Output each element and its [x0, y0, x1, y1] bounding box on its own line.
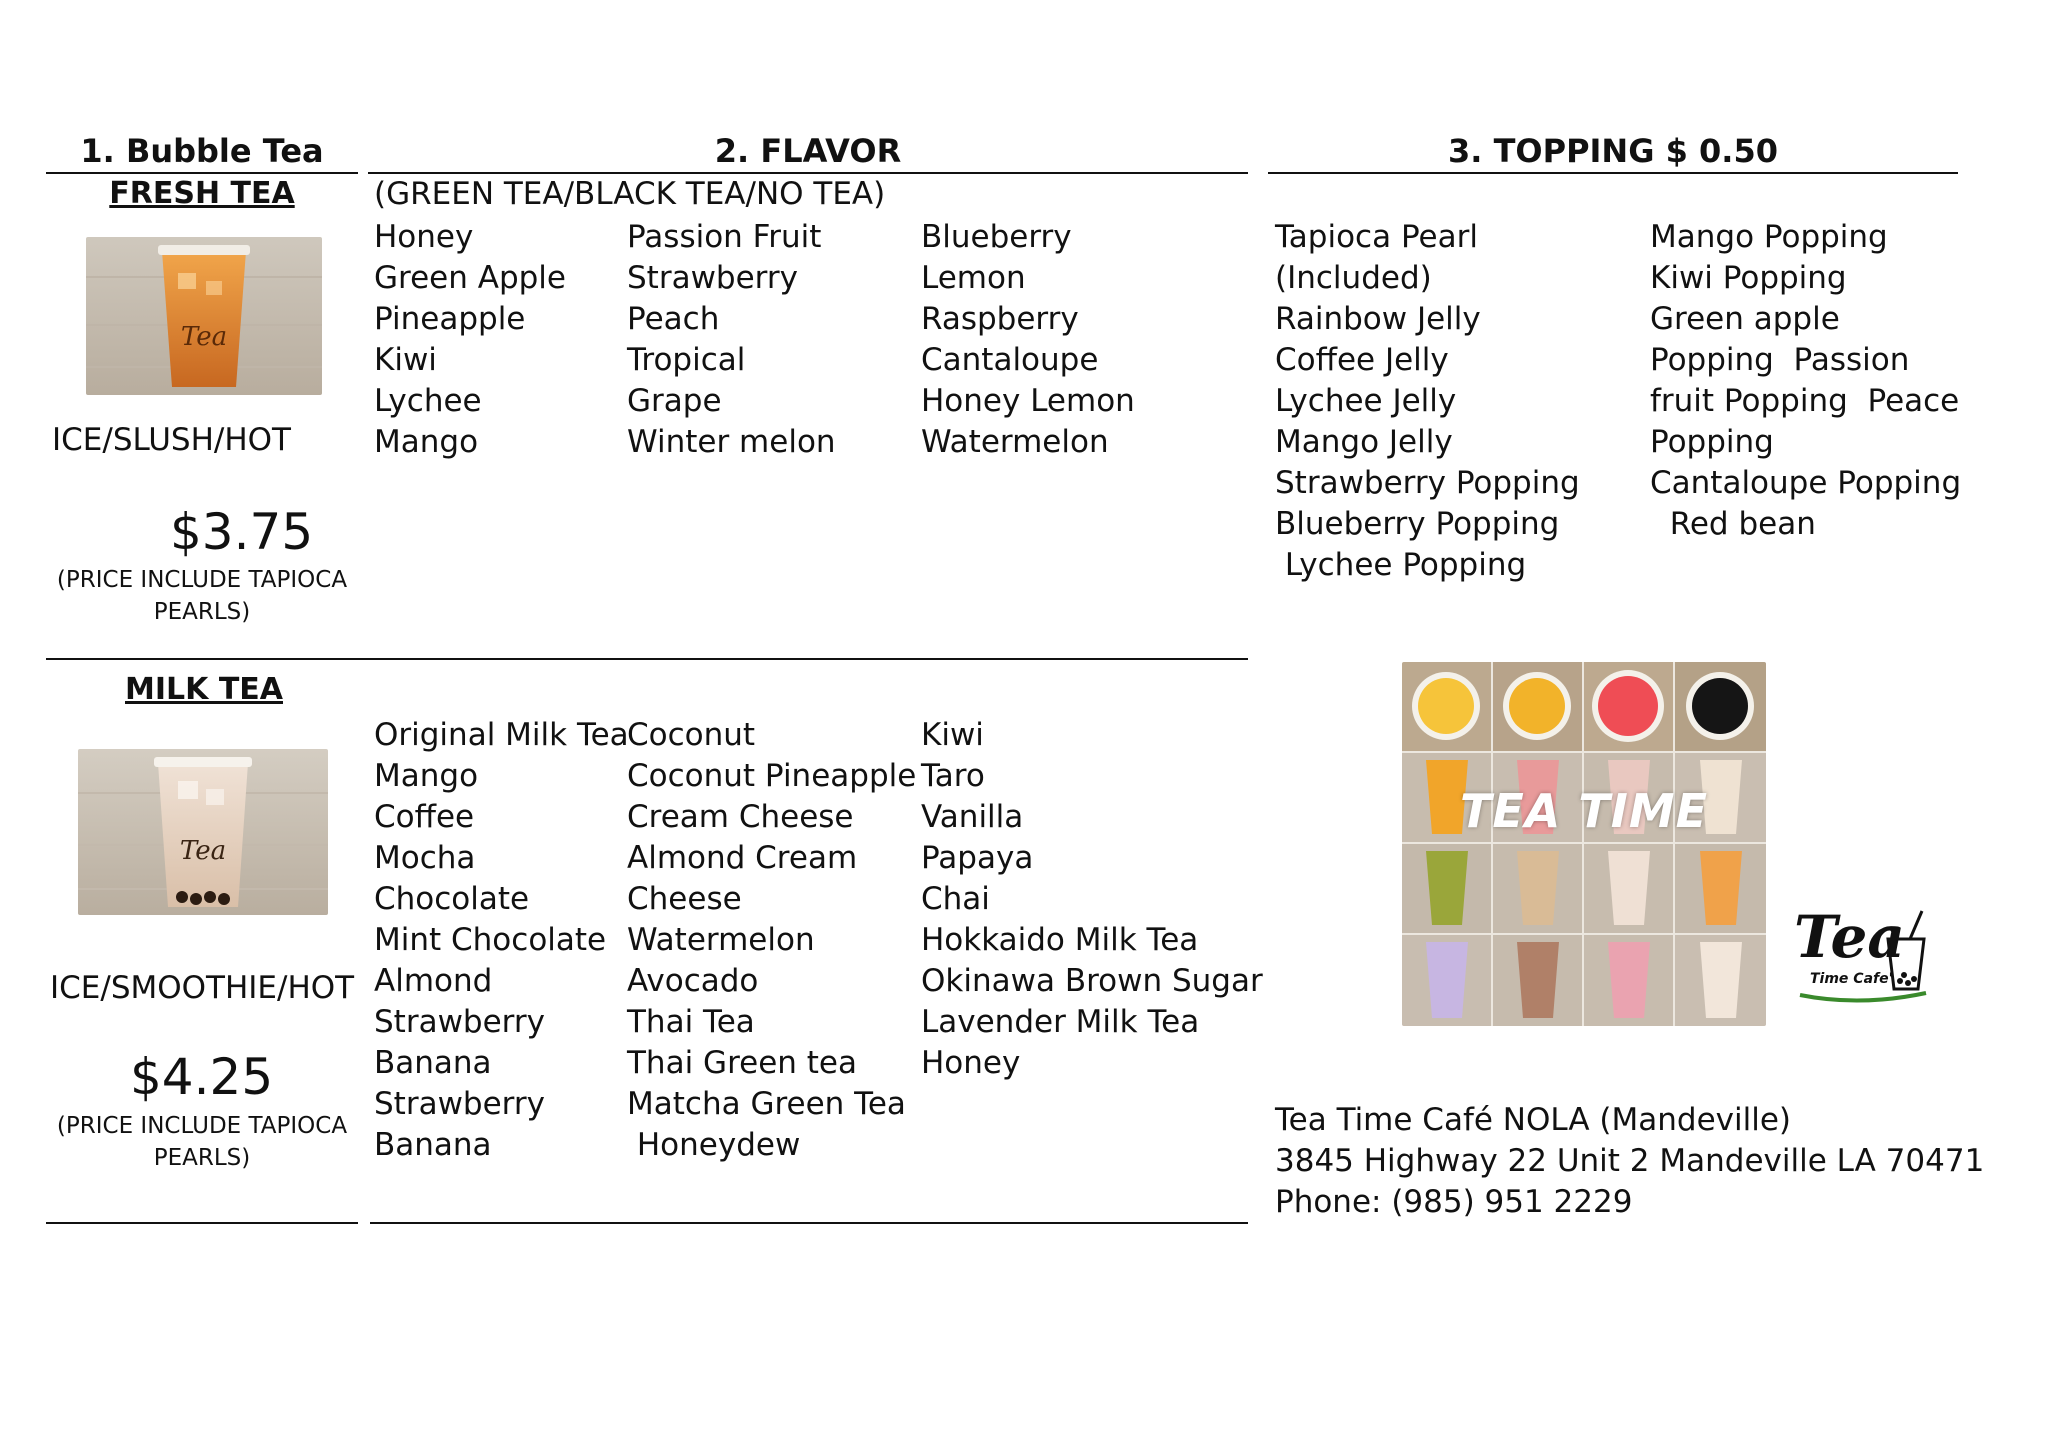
fresh-flavor-column-3 [921, 217, 1135, 463]
flavor-item: Almond [374, 963, 493, 999]
topping-item: Cantaloupe Popping [1650, 465, 1962, 501]
flavor-item: Watermelon [921, 424, 1109, 460]
milk-tea-photo [78, 749, 328, 915]
tea-time-logo [1790, 905, 1940, 1015]
topping-item: fruit Popping Peace [1650, 383, 1960, 419]
bubble-tea-header: 1. Bubble Tea [80, 132, 324, 170]
flavor-item: Blueberry [921, 219, 1072, 255]
flavor-item: Thai Green tea [627, 1045, 858, 1081]
flavor-item: Green Apple [374, 260, 566, 296]
flavor-item: Raspberry [921, 301, 1079, 337]
flavor-item: Chai [921, 881, 990, 917]
flavor-item: Mocha [374, 840, 476, 876]
flavor-item: Mango [374, 424, 479, 460]
flavor-item: Lychee [374, 383, 482, 419]
topping-item: Popping [1650, 424, 1774, 460]
milk-tea-modes: ICE/SMOOTHIE/HOT [50, 970, 355, 1006]
bottom-rule-col1 [46, 1222, 358, 1224]
milk-tea-price: $4.25 [130, 1048, 274, 1106]
flavor-item: Lemon [921, 260, 1026, 296]
flavor-item: Okinawa Brown Sugar [921, 963, 1263, 999]
fresh-flavor-column-1 [374, 217, 566, 463]
topping-item: Lychee Jelly [1275, 383, 1457, 419]
fresh-tea-photo [86, 237, 322, 395]
fresh-tea-title: FRESH TEA [109, 176, 295, 211]
flavor-item: Honeydew [627, 1127, 801, 1163]
svg-text:Tea: Tea [180, 322, 228, 352]
flavor-item: Strawberry [627, 260, 798, 296]
topping-item: Mango Jelly [1275, 424, 1453, 460]
collage-overlay-text: TEA TIME [1459, 784, 1709, 838]
fresh-tea-price-note: (PRICE INCLUDE TAPIOCA PEARLS) [56, 567, 348, 625]
flavor-item: Cheese [627, 881, 742, 917]
flavor-item: Mint Chocolate [374, 922, 607, 958]
milk-tea-title: MILK TEA [125, 672, 283, 707]
flavor-item: Winter melon [627, 424, 836, 460]
flavor-item: Coffee [374, 799, 475, 835]
logo-subtext: Time Cafe' [1810, 971, 1893, 987]
header-rule-col3 [1268, 172, 1958, 174]
logo-cup-icon [1790, 905, 1940, 1015]
milk-tea-price-note: (PRICE INCLUDE TAPIOCA PEARLS) [56, 1113, 348, 1171]
flavor-item: Passion Fruit [627, 219, 822, 255]
section-divider [46, 658, 1248, 660]
flavor-item: Honey Lemon [921, 383, 1135, 419]
topping-item: Red bean [1650, 506, 1816, 542]
fresh-tea-price: $3.75 [170, 503, 314, 561]
flavor-item: Kiwi [921, 717, 984, 753]
flavor-item: Grape [627, 383, 722, 419]
topping-header: 3. TOPPING $ 0.50 [1448, 132, 1778, 170]
flavor-item: Chocolate [374, 881, 530, 917]
topping-item: Green apple [1650, 301, 1840, 337]
flavor-item: Lavender Milk Tea [921, 1004, 1200, 1040]
flavor-item: Strawberry [374, 1086, 545, 1122]
flavor-item: Coconut Pineapple [627, 758, 917, 794]
header-rule-col1 [46, 172, 358, 174]
flavor-item: Honey [921, 1045, 1021, 1081]
flavor-item: Taro [921, 758, 985, 794]
flavor-item: Cream Cheese [627, 799, 854, 835]
flavor-item: Almond Cream [627, 840, 858, 876]
flavor-item: Vanilla [921, 799, 1024, 835]
fresh-flavor-column-2 [627, 217, 836, 463]
topping-item: Strawberry Popping [1275, 465, 1580, 501]
topping-item: Mango Popping [1650, 219, 1888, 255]
svg-text:Tea: Tea [179, 836, 227, 866]
flavor-item: Pineapple [374, 301, 526, 337]
flavor-item: Avocado [627, 963, 759, 999]
tea-base-options: (GREEN TEA/BLACK TEA/NO TEA) [374, 176, 886, 212]
topping-item: Popping Passion [1650, 342, 1910, 378]
topping-item: Tapioca Pearl [1275, 219, 1478, 255]
flavor-item: Watermelon [627, 922, 815, 958]
flavor-item: Mango [374, 758, 479, 794]
flavor-item: Honey [374, 219, 474, 255]
flavor-item: Peach [627, 301, 720, 337]
flavor-item: Banana [374, 1045, 492, 1081]
drink-collage [1402, 662, 1766, 1026]
milk-flavor-column-3 [921, 715, 1263, 1084]
flavor-item: Original Milk Tea [374, 717, 629, 753]
topping-item: Lychee Popping [1275, 547, 1527, 583]
flavor-item: Tropical [627, 342, 746, 378]
topping-column-2 [1650, 217, 1961, 545]
fresh-tea-modes: ICE/SLUSH/HOT [52, 422, 291, 458]
flavor-header: 2. FLAVOR [714, 132, 902, 170]
contact-block [1275, 1100, 1984, 1223]
milk-flavor-column-2 [627, 715, 916, 1166]
topping-item: Blueberry Popping [1275, 506, 1560, 542]
bottom-rule-col2 [370, 1222, 1248, 1224]
topping-item: (Included) [1275, 260, 1432, 296]
logo-wordmark: Tea [1794, 903, 1905, 971]
topping-item: Coffee Jelly [1275, 342, 1449, 378]
milk-flavor-column-1 [374, 715, 629, 1166]
cafe-name: Tea Time Café NOLA (Mandeville) [1275, 1102, 1792, 1138]
flavor-item: Cantaloupe [921, 342, 1099, 378]
flavor-item: Hokkaido Milk Tea [921, 922, 1199, 958]
flavor-item: Strawberry [374, 1004, 545, 1040]
flavor-item: Banana [374, 1127, 492, 1163]
header-rule-col2 [368, 172, 1248, 174]
topping-item: Rainbow Jelly [1275, 301, 1481, 337]
topping-column-1 [1275, 217, 1580, 586]
flavor-item: Thai Tea [627, 1004, 755, 1040]
flavor-item: Papaya [921, 840, 1034, 876]
cafe-phone: Phone: (985) 951 2229 [1275, 1184, 1633, 1220]
flavor-item: Kiwi [374, 342, 437, 378]
flavor-item: Matcha Green Tea [627, 1086, 906, 1122]
cafe-address: 3845 Highway 22 Unit 2 Mandeville LA 70471 [1275, 1143, 1985, 1179]
topping-item: Kiwi Popping [1650, 260, 1847, 296]
flavor-item: Coconut [627, 717, 756, 753]
